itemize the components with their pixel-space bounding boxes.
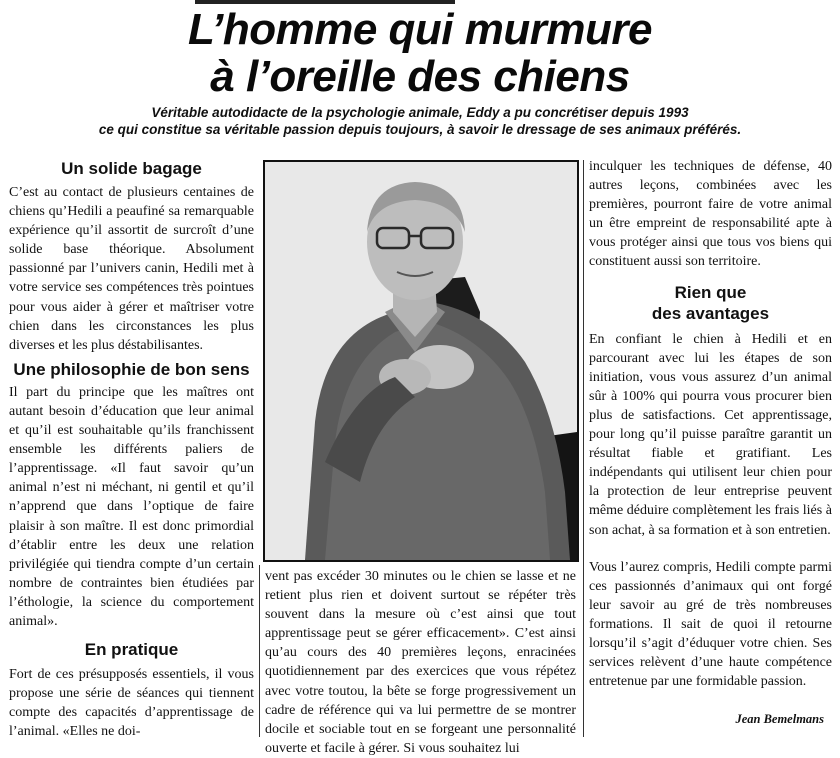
author-byline: Jean Bemelmans [735, 712, 824, 726]
section-text-solide-bagage: C’est au contact de plusieurs centaines de chiens qu’Hedili a peaufiné sa remarquable expérience qu’il assortit de surcroît d’une solide base théorique. Absolument passionné par l’univers canin, Hedili met à votre service ses compétences très pointues pour vous aider à gérer et maîtriser votre chien dans les circonstances les plus diverses et les plus déstabilisantes. [9, 185, 254, 353]
headline-line-2: à l’oreille des chiens [210, 52, 630, 101]
section-title-solide-bagage: Un solide bagage [61, 159, 202, 178]
section-title-avantages-line-2: des avantages [651, 303, 770, 323]
subhead-line-1: Véritable autodidacte de la psychologie animale, Eddy a pu concrétiser depuis 1993 [151, 105, 689, 120]
section-title-avantages-line-1: Rien que [674, 282, 747, 302]
right-column [589, 157, 832, 691]
headline [0, 6, 840, 100]
section-text-conclusion: Vous l’aurez compris, Hedili compte parmi ces passionnés d’animaux qui ont forgé leur savoir au gré de très nombreuses formations. Il sait de quoi il retourne lorsqu’il s’agit d’éduquer votre chien. Ses services relèvent d’une haute compétence entretenue par une formidable passion. [589, 559, 832, 690]
column-divider-right [583, 160, 584, 737]
subhead-line-2: ce qui constitue sa véritable passion depuis toujours, à savoir le dressage de ses animaux préférés. [98, 122, 742, 137]
section-text-en-pratique: Fort de ces présupposés essentiels, il vous propose une série de séances qui tiennent compte des capacités d’apprentissage de l’animal. «Elles ne doi- [9, 667, 254, 740]
subheadline [20, 104, 820, 138]
section-text-avantages: En confiant le chien à Hedili et en parcourant avec lui les étapes de son initiation, vous vous assurez d’un animal sûr à 100% qui pourra vous procurer bien plus de satisfactions. Cet apprentissage, pour long qu’il puisse paraître garantit un résultat fiable et gratifiant. Les indépendants qui utilisent leur chien pour la protection de leur entreprise peuvent même déduire complètement les frais liés à son achat, à sa formation et à son entretien. [589, 331, 832, 538]
portrait-image [265, 162, 577, 560]
portrait-photo [263, 160, 579, 562]
middle-column [265, 567, 576, 758]
section-title-philosophie: Une philosophie de bon sens [13, 359, 250, 379]
headline-line-1: L’homme qui murmure [188, 5, 652, 54]
left-column [9, 158, 254, 741]
top-rule [195, 0, 455, 4]
section-title-avantages [589, 282, 832, 324]
section-title-en-pratique: En pratique [84, 640, 179, 660]
middle-column-text: vent pas excéder 30 minutes ou le chien se lasse et ne retient plus rien et doivent surtout se répéter très souvent dans la mesure où c’est ainsi que tout apprentissage peut se gérer efficacement». C’est ainsi qu’au cours des 40 premières leçons, enracinées quotidiennement par des exercices que vous répétez avec votre toutou, la bête se forge progressivement un cadre de référence qui va lui permettre de se montrer docile et sociable tout en se forgeant une personnalité ouverte et facile à gérer. Si vous souhaitez lui [265, 569, 576, 756]
column-divider-left [259, 565, 260, 737]
section-text-philosophie: Il part du principe que les maîtres ont autant besoin d’éducation que leur animal et qu’il est souhaitable qu’ils franchissent ensemble les différents paliers de l’apprentissage. «Il faut savoir qu’un animal n’est ni méchant, ni gentil et qu’il n’apprend que dans l’optique de faire plaisir à son maître. Il est donc primordial d’établir entre les deux une relation privilégiée qui tiendra compte d’un certain nombre de contraintes bien étudiées par l’éthologie, la science du comportement animal». [9, 384, 254, 629]
right-column-text: inculquer les techniques de défense, 40 autres leçons, combinées avec les premières, pourront faire de votre animal un être empreint de responsabilité apte à vous protéger ainsi que tous vos biens qui constituent aussi son territoire. [589, 159, 832, 270]
